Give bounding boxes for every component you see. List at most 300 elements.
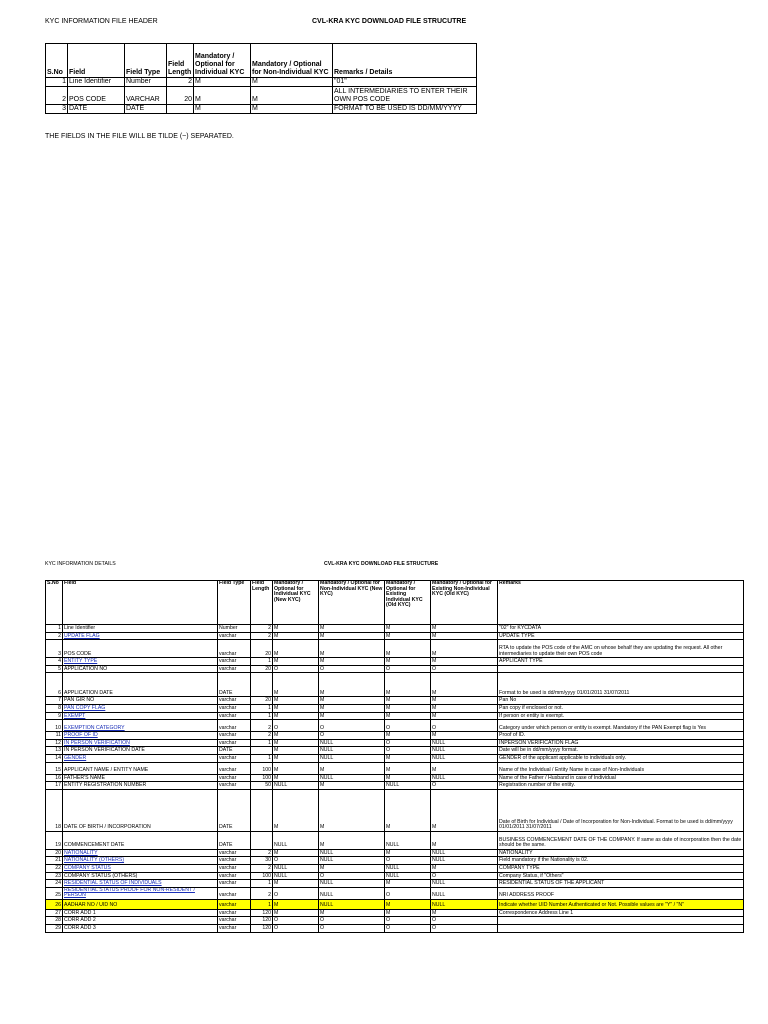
table-row bbox=[46, 849, 744, 857]
cell-remarks: If person or entity is exempt. bbox=[498, 712, 744, 720]
cell-field: APPLICATION DATE bbox=[63, 673, 218, 697]
cell-individual-new: NULL bbox=[273, 864, 319, 872]
table-row bbox=[46, 673, 744, 697]
col-sno: S.No bbox=[46, 44, 68, 78]
table-row bbox=[46, 754, 744, 762]
cell-non-individual-old: O bbox=[431, 782, 498, 790]
cell-field: Line Identifier bbox=[63, 625, 218, 633]
cell-field bbox=[63, 704, 218, 712]
cell-remarks: "02" for KYCDATA bbox=[498, 625, 744, 633]
cell-remarks: GENDER of the applicant applicable to individuals only. bbox=[498, 754, 744, 762]
cell-non-individual-new: NULL bbox=[319, 849, 385, 857]
cell-field: Line Identifier bbox=[68, 78, 125, 87]
cell-remarks: COMPANY TYPE bbox=[498, 864, 744, 872]
cell-field-length: 100 bbox=[251, 762, 273, 774]
cell-remarks: UPDATE TYPE bbox=[498, 632, 744, 640]
cell-non-individual-new: M bbox=[319, 864, 385, 872]
col-non-individual: Mandatory / Optional for Non-Individual KYC bbox=[251, 44, 333, 78]
cell-non-individual-new: M bbox=[319, 625, 385, 633]
table-row bbox=[46, 789, 744, 831]
cell-non-individual-new: O bbox=[319, 732, 385, 740]
cell-remarks: NATIONALITY bbox=[498, 849, 744, 857]
cell-individual-old: O bbox=[385, 925, 431, 933]
cell-individual-new: O bbox=[273, 917, 319, 925]
cell-individual-new: M bbox=[273, 774, 319, 782]
details-section-main-title: CVL-KRA KYC DOWNLOAD FILE STRUCTURE bbox=[324, 561, 439, 567]
cell-field-length: 30 bbox=[251, 857, 273, 865]
cell-individual-new: NULL bbox=[273, 872, 319, 880]
cell-field-length: 20 bbox=[251, 665, 273, 673]
cell-field-type: varchar bbox=[218, 712, 251, 720]
cell-non-individual: M bbox=[251, 78, 333, 87]
cell-individual-old: M bbox=[385, 774, 431, 782]
cell-field-type: varchar bbox=[218, 658, 251, 666]
cell-field-length: 120 bbox=[251, 925, 273, 933]
cell-non-individual-old: O bbox=[431, 872, 498, 880]
cell-individual-old: M bbox=[385, 789, 431, 831]
cell-sno: 20 bbox=[46, 849, 63, 857]
cell-field: AADHAR NO / UID NO bbox=[63, 899, 218, 909]
cell-remarks: BUSINESS COMMENCEMENT DATE OF THE COMPANY. If same as date of incorporation then the date should be the same. bbox=[498, 831, 744, 849]
cell-field-length: 2 bbox=[251, 849, 273, 857]
cell-field bbox=[63, 739, 218, 747]
cell-field-type: varchar bbox=[218, 704, 251, 712]
cell-sno: 19 bbox=[46, 831, 63, 849]
cell-remarks: RESIDENTIAL STATUS OF THE APPLICANT bbox=[498, 880, 744, 888]
cell-individual-new: M bbox=[273, 754, 319, 762]
cell-field: COMPANY STATUS (OTHERS) bbox=[63, 872, 218, 880]
cell-individual-new: M bbox=[273, 732, 319, 740]
cell-remarks: Name of the Individual / Entity Name in case of Non-Individuals bbox=[498, 762, 744, 774]
cell-sno: 12 bbox=[46, 739, 63, 747]
col-field: Field bbox=[68, 44, 125, 78]
cell-field-length: 20 bbox=[251, 697, 273, 705]
cell-remarks: Proof of ID. bbox=[498, 732, 744, 740]
cell-individual-old: M bbox=[385, 762, 431, 774]
cell-individual-old: M bbox=[385, 697, 431, 705]
table-row bbox=[46, 704, 744, 712]
cell-field bbox=[63, 857, 218, 865]
cell-remarks: Date will be in dd/mm/yyyy format. bbox=[498, 747, 744, 755]
cell-non-individual-new: NULL bbox=[319, 747, 385, 755]
cell-field-length: 100 bbox=[251, 774, 273, 782]
col-individual: Mandatory / Optional for Individual KYC bbox=[194, 44, 251, 78]
cell-remarks bbox=[498, 925, 744, 933]
cell-field-type: Number bbox=[218, 625, 251, 633]
cell-non-individual-new: O bbox=[319, 925, 385, 933]
col-non-individual-old: Mandatory / Optional for Existing Non-Individual KYC (Old KYC) bbox=[431, 581, 498, 625]
cell-non-individual-new: M bbox=[319, 704, 385, 712]
cell-field-type: DATE bbox=[218, 789, 251, 831]
cell-non-individual-old: NULL bbox=[431, 739, 498, 747]
cell-remarks: Format to be used is dd/mm/yyyy 01/01/2011 31/07/2011 bbox=[498, 673, 744, 697]
cell-field-length: 120 bbox=[251, 909, 273, 917]
col-field-type: Field Type bbox=[218, 581, 251, 625]
col-field-length: Field Length bbox=[167, 44, 194, 78]
cell-non-individual-new: NULL bbox=[319, 899, 385, 909]
cell-non-individual: M bbox=[251, 105, 333, 114]
cell-field-length: 1 bbox=[251, 880, 273, 888]
cell-non-individual-old: NULL bbox=[431, 747, 498, 755]
cell-sno: 13 bbox=[46, 747, 63, 755]
cell-non-individual-old: M bbox=[431, 909, 498, 917]
cell-non-individual-new: M bbox=[319, 632, 385, 640]
cell-non-individual-old: M bbox=[431, 625, 498, 633]
cell-remarks: NRI ADDRESS PROOF bbox=[498, 887, 744, 899]
cell-remarks: Category under which person or entity is exempt. Mandatory if the PAN Exempt flag is Yes bbox=[498, 720, 744, 732]
table-row bbox=[46, 782, 744, 790]
cell-remarks bbox=[498, 917, 744, 925]
cell-individual-old: NULL bbox=[385, 864, 431, 872]
cell-non-individual-new: M bbox=[319, 712, 385, 720]
cell-non-individual-old: M bbox=[431, 712, 498, 720]
cell-field-type: varchar bbox=[218, 754, 251, 762]
cell-field: POS CODE bbox=[63, 640, 218, 658]
cell-field: CORR ADD 1 bbox=[63, 909, 218, 917]
cell-individual-new: O bbox=[273, 857, 319, 865]
field-link[interactable]: NATIONALITY (OTHERS) bbox=[64, 857, 125, 864]
cell-sno: 14 bbox=[46, 754, 63, 762]
cell-non-individual-old: M bbox=[431, 732, 498, 740]
cell-field-type: DATE bbox=[125, 105, 167, 114]
separator-note: THE FIELDS IN THE FILE WILL BE TILDE (~) SEPARATED. bbox=[45, 133, 234, 140]
cell-remarks: INPERSON VERIFICATION FLAG bbox=[498, 739, 744, 747]
cell-field-type: varchar bbox=[218, 720, 251, 732]
col-non-individual-new: Mandatory / Optional for Non-Individual KYC (New KYC) bbox=[319, 581, 385, 625]
table-row bbox=[46, 732, 744, 740]
cell-individual-old: M bbox=[385, 658, 431, 666]
table-row bbox=[46, 774, 744, 782]
cell-field-length: 1 bbox=[251, 704, 273, 712]
field-link[interactable]: IN PERSON VERIFICATION bbox=[64, 739, 130, 746]
cell-sno: 8 bbox=[46, 704, 63, 712]
cell-individual-old: M bbox=[385, 704, 431, 712]
cell-field-length: 2 bbox=[251, 887, 273, 899]
table-row bbox=[46, 880, 744, 888]
cell-field-length bbox=[167, 105, 194, 114]
cell-remarks: FORMAT TO BE USED IS DD/MM/YYYY bbox=[333, 105, 477, 114]
cell-individual-old: O bbox=[385, 739, 431, 747]
cell-sno: 29 bbox=[46, 925, 63, 933]
cell-individual-old: O bbox=[385, 887, 431, 899]
cell-non-individual-old: M bbox=[431, 673, 498, 697]
cell-non-individual-old: M bbox=[431, 697, 498, 705]
cell-field-type: varchar bbox=[218, 782, 251, 790]
cell-individual-old: NULL bbox=[385, 872, 431, 880]
cell-sno: 3 bbox=[46, 640, 63, 658]
cell-individual-old: O bbox=[385, 747, 431, 755]
cell-field-type: varchar bbox=[218, 925, 251, 933]
cell-field-length: 2 bbox=[251, 625, 273, 633]
cell-individual-old: M bbox=[385, 899, 431, 909]
cell-individual: M bbox=[194, 78, 251, 87]
cell-remarks: Date of Birth for Individual / Date of Incorporation for Non-Individual. Format to be used is dd/mm/yyyy 01/01/2011 31/07/2011 bbox=[498, 789, 744, 831]
field-link[interactable]: RESIDENTIAL STATUS PROOF FOR NON-RESIDENT / PERSON bbox=[64, 887, 195, 899]
cell-field-type: varchar bbox=[218, 857, 251, 865]
cell-individual-new: NULL bbox=[273, 831, 319, 849]
cell-field-type: varchar bbox=[218, 739, 251, 747]
cell-non-individual-old: O bbox=[431, 665, 498, 673]
cell-non-individual-new: M bbox=[319, 909, 385, 917]
cell-field-type: varchar bbox=[218, 899, 251, 909]
cell-field-length: 50 bbox=[251, 782, 273, 790]
cell-individual-old: M bbox=[385, 712, 431, 720]
field-link[interactable]: ENTITY TYPE bbox=[64, 658, 98, 665]
cell-field bbox=[63, 712, 218, 720]
cell-field-type: varchar bbox=[218, 864, 251, 872]
cell-individual-old: M bbox=[385, 849, 431, 857]
cell-individual-old: O bbox=[385, 720, 431, 732]
cell-sno: 26 bbox=[46, 899, 63, 909]
cell-non-individual-new: NULL bbox=[319, 774, 385, 782]
cell-sno: 7 bbox=[46, 697, 63, 705]
cell-individual-new: M bbox=[273, 747, 319, 755]
cell-individual-old: NULL bbox=[385, 831, 431, 849]
cell-field-type: varchar bbox=[218, 774, 251, 782]
cell-remarks bbox=[498, 665, 744, 673]
cell-field-length bbox=[251, 831, 273, 849]
cell-remarks: Pan copy if enclosed or not. bbox=[498, 704, 744, 712]
cell-field-type: Number bbox=[125, 78, 167, 87]
cell-sno: 3 bbox=[46, 105, 68, 114]
cell-field-length: 2 bbox=[251, 720, 273, 732]
cell-field: CORR ADD 3 bbox=[63, 925, 218, 933]
header-section-main-title: CVL-KRA KYC DOWNLOAD FILE STRUCUTRE bbox=[312, 18, 467, 25]
cell-non-individual-new: M bbox=[319, 673, 385, 697]
cell-sno: 4 bbox=[46, 658, 63, 666]
table-row bbox=[46, 864, 744, 872]
cell-individual-old: M bbox=[385, 632, 431, 640]
cell-non-individual-new: M bbox=[319, 658, 385, 666]
table-row bbox=[46, 632, 744, 640]
cell-field bbox=[63, 880, 218, 888]
cell-sno: 10 bbox=[46, 720, 63, 732]
cell-individual-new: M bbox=[273, 762, 319, 774]
cell-sno: 5 bbox=[46, 665, 63, 673]
file-header-table bbox=[45, 43, 477, 114]
cell-field-type: varchar bbox=[218, 640, 251, 658]
cell-field-length: 1 bbox=[251, 754, 273, 762]
cell-field-type: VARCHAR bbox=[125, 87, 167, 105]
cell-non-individual-old: NULL bbox=[431, 754, 498, 762]
cell-non-individual-old: O bbox=[431, 925, 498, 933]
cell-individual: M bbox=[194, 105, 251, 114]
cell-field bbox=[63, 849, 218, 857]
table-row bbox=[46, 87, 477, 105]
cell-non-individual-new: NULL bbox=[319, 887, 385, 899]
cell-field-length bbox=[251, 747, 273, 755]
cell-non-individual-old: NULL bbox=[431, 857, 498, 865]
cell-sno: 16 bbox=[46, 774, 63, 782]
cell-individual-old: O bbox=[385, 665, 431, 673]
cell-remarks: Field mandatory if the Nationality is 02. bbox=[498, 857, 744, 865]
cell-remarks: RTA to update the POS code of the AMC on whose behalf they are updating the request. All other intermediaries to update their own POS code bbox=[498, 640, 744, 658]
cell-individual-new: M bbox=[273, 899, 319, 909]
cell-non-individual-old: M bbox=[431, 762, 498, 774]
cell-individual-old: M bbox=[385, 640, 431, 658]
cell-field-length: 20 bbox=[167, 87, 194, 105]
cell-sno: 15 bbox=[46, 762, 63, 774]
cell-field-type: varchar bbox=[218, 917, 251, 925]
field-link[interactable]: EXEMPTION CATEGORY bbox=[64, 724, 125, 731]
cell-field-length: 120 bbox=[251, 917, 273, 925]
cell-individual-old: M bbox=[385, 754, 431, 762]
cell-field-type: varchar bbox=[218, 762, 251, 774]
cell-non-individual-new: M bbox=[319, 782, 385, 790]
cell-non-individual-new: M bbox=[319, 831, 385, 849]
cell-sno: 25 bbox=[46, 887, 63, 899]
cell-field bbox=[63, 732, 218, 740]
cell-remarks: ALL INTERMEDIARIES TO ENTER THEIR OWN POS CODE bbox=[333, 87, 477, 105]
cell-individual-new: M bbox=[273, 880, 319, 888]
cell-field-type: varchar bbox=[218, 665, 251, 673]
cell-non-individual-new: O bbox=[319, 720, 385, 732]
field-link[interactable]: EXEMPT bbox=[64, 712, 86, 719]
cell-remarks: Company Status, if "Others" bbox=[498, 872, 744, 880]
cell-remarks: Indicate whether UID Number Authenticated or Not. Possible values are "Y" / "N" bbox=[498, 899, 744, 909]
cell-field-length: 2 bbox=[251, 732, 273, 740]
cell-field-type: varchar bbox=[218, 849, 251, 857]
cell-non-individual-old: NULL bbox=[431, 887, 498, 899]
field-link[interactable]: COMPANY STATUS bbox=[64, 864, 111, 871]
table-row bbox=[46, 925, 744, 933]
cell-non-individual-new: O bbox=[319, 917, 385, 925]
cell-field: COMMENCEMENT DATE bbox=[63, 831, 218, 849]
cell-individual-old: M bbox=[385, 732, 431, 740]
cell-non-individual-old: M bbox=[431, 789, 498, 831]
table-row bbox=[46, 658, 744, 666]
cell-field bbox=[63, 887, 218, 899]
cell-non-individual-old: NULL bbox=[431, 880, 498, 888]
cell-individual-new: M bbox=[273, 632, 319, 640]
table-row bbox=[46, 899, 744, 909]
table-row bbox=[46, 831, 744, 849]
cell-field-type: varchar bbox=[218, 872, 251, 880]
cell-sno: 18 bbox=[46, 789, 63, 831]
cell-individual-old: M bbox=[385, 880, 431, 888]
cell-field-length: 2 bbox=[167, 78, 194, 87]
table-row bbox=[46, 747, 744, 755]
cell-sno: 2 bbox=[46, 87, 68, 105]
table-row bbox=[46, 917, 744, 925]
cell-non-individual-old: M bbox=[431, 632, 498, 640]
table-row bbox=[46, 872, 744, 880]
cell-individual-old: NULL bbox=[385, 782, 431, 790]
cell-individual: M bbox=[194, 87, 251, 105]
cell-non-individual-old: O bbox=[431, 720, 498, 732]
cell-non-individual-old: M bbox=[431, 831, 498, 849]
cell-non-individual-old: M bbox=[431, 640, 498, 658]
cell-field: IN PERSON VERIFICATION DATE bbox=[63, 747, 218, 755]
cell-individual-new: O bbox=[273, 887, 319, 899]
cell-remarks: Pan No bbox=[498, 697, 744, 705]
cell-individual-old: M bbox=[385, 673, 431, 697]
col-individual-new: Mandatory / Optional for Individual KYC (New KYC) bbox=[273, 581, 319, 625]
col-remarks: Remarks / Details bbox=[333, 44, 477, 78]
cell-field-type: varchar bbox=[218, 880, 251, 888]
cell-field-length: 2 bbox=[251, 632, 273, 640]
cell-field bbox=[63, 754, 218, 762]
cell-non-individual-new: O bbox=[319, 872, 385, 880]
col-field: Field bbox=[63, 581, 218, 625]
cell-non-individual-new: O bbox=[319, 665, 385, 673]
col-remarks: Remarks bbox=[498, 581, 744, 625]
cell-individual-new: M bbox=[273, 909, 319, 917]
table-row bbox=[46, 739, 744, 747]
field-link[interactable]: NATIONALITY bbox=[64, 849, 98, 856]
cell-non-individual-old: NULL bbox=[431, 899, 498, 909]
cell-non-individual-new: M bbox=[319, 762, 385, 774]
cell-individual-new: M bbox=[273, 712, 319, 720]
cell-individual-old: O bbox=[385, 917, 431, 925]
cell-individual-new: M bbox=[273, 697, 319, 705]
cell-field-length: 100 bbox=[251, 872, 273, 880]
cell-field-length: 20 bbox=[251, 640, 273, 658]
cell-sno: 2 bbox=[46, 632, 63, 640]
cell-sno: 11 bbox=[46, 732, 63, 740]
cell-field: PAN GIR NO bbox=[63, 697, 218, 705]
cell-non-individual-new: M bbox=[319, 789, 385, 831]
cell-sno: 1 bbox=[46, 78, 68, 87]
cell-remarks: "01" bbox=[333, 78, 477, 87]
details-section-title: KYC INFORMATION DETAILS bbox=[45, 561, 116, 567]
cell-field-length: 1 bbox=[251, 658, 273, 666]
field-link[interactable]: GENDER bbox=[64, 754, 87, 761]
table-row bbox=[46, 105, 477, 114]
cell-individual-old: M bbox=[385, 909, 431, 917]
cell-field bbox=[63, 658, 218, 666]
cell-non-individual-new: NULL bbox=[319, 739, 385, 747]
cell-field-type: DATE bbox=[218, 831, 251, 849]
table-row bbox=[46, 887, 744, 899]
cell-individual-new: M bbox=[273, 673, 319, 697]
cell-sno: 28 bbox=[46, 917, 63, 925]
cell-sno: 27 bbox=[46, 909, 63, 917]
cell-sno: 22 bbox=[46, 864, 63, 872]
cell-non-individual: M bbox=[251, 87, 333, 105]
cell-field-length: 1 bbox=[251, 739, 273, 747]
table-row bbox=[46, 857, 744, 865]
cell-non-individual-new: NULL bbox=[319, 880, 385, 888]
cell-non-individual-new: NULL bbox=[319, 754, 385, 762]
cell-field-length bbox=[251, 789, 273, 831]
cell-individual-new: O bbox=[273, 720, 319, 732]
field-link[interactable]: RESIDENTIAL STATUS OF INDIVIDUALS bbox=[64, 880, 162, 887]
field-link[interactable]: UPDATE FLAG bbox=[64, 632, 100, 639]
cell-individual-old: M bbox=[385, 625, 431, 633]
cell-non-individual-old: NULL bbox=[431, 849, 498, 857]
cell-field-type: varchar bbox=[218, 632, 251, 640]
cell-remarks: Name of the Father / Husband in case of Individual bbox=[498, 774, 744, 782]
cell-field: POS CODE bbox=[68, 87, 125, 105]
cell-field-length: 1 bbox=[251, 712, 273, 720]
field-link[interactable]: PROOF OF ID bbox=[64, 732, 98, 739]
table-row bbox=[46, 909, 744, 917]
col-field-type: Field Type bbox=[125, 44, 167, 78]
cell-non-individual-old: M bbox=[431, 658, 498, 666]
cell-field: FATHER'S NAME bbox=[63, 774, 218, 782]
cell-field: DATE OF BIRTH / INCORPORATION bbox=[63, 789, 218, 831]
cell-individual-new: O bbox=[273, 925, 319, 933]
cell-field-length: 2 bbox=[251, 864, 273, 872]
cell-field: APPLICANT NAME / ENTITY NAME bbox=[63, 762, 218, 774]
cell-field-type: varchar bbox=[218, 697, 251, 705]
field-link[interactable]: PAN COPY FLAG bbox=[64, 704, 106, 711]
cell-non-individual-old: O bbox=[431, 917, 498, 925]
cell-non-individual-new: M bbox=[319, 640, 385, 658]
cell-non-individual-old: NULL bbox=[431, 774, 498, 782]
kyc-details-table bbox=[45, 580, 744, 933]
